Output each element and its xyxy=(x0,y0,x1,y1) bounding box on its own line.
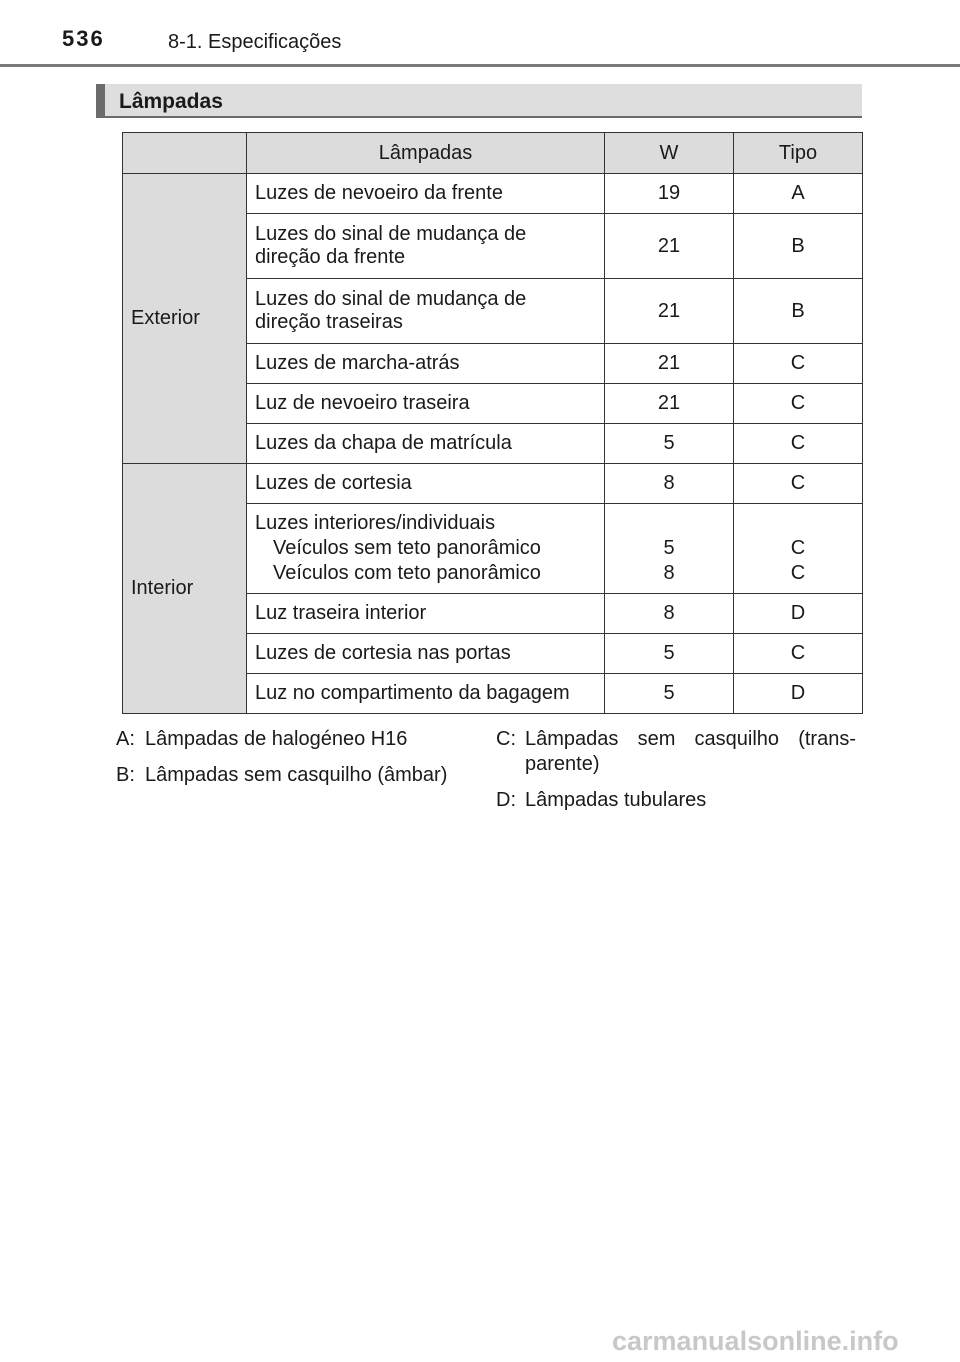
group-label-interior: Interior xyxy=(123,464,247,714)
watermark: carmanualsonline.info xyxy=(612,1326,899,1356)
bulbs-table xyxy=(122,132,863,714)
note-key: B: xyxy=(116,764,135,786)
bulb-type: B xyxy=(734,279,863,344)
bulb-watt: 21 xyxy=(605,279,734,344)
note-text: Lâmpadas tubulares xyxy=(525,789,707,811)
bulb-type: C xyxy=(734,464,863,504)
table-header-cell: Tipo xyxy=(734,133,863,174)
bulb-watt: 5 xyxy=(605,424,734,464)
header-divider xyxy=(0,64,960,67)
note-text: Lâmpadas sem casquilho (âmbar) xyxy=(145,764,448,786)
bulb-type: C xyxy=(734,424,863,464)
bulb-name: Luzes do sinal de mudança de direção traseiras xyxy=(247,279,605,344)
table-row xyxy=(123,464,863,504)
note-key: C: xyxy=(496,728,516,750)
bulb-name: Luzes de cortesia xyxy=(247,464,605,504)
bulb-watt: 5 xyxy=(605,634,734,674)
bulb-watt: 21 xyxy=(605,384,734,424)
bulb-type: C xyxy=(734,344,863,384)
bulb-watt: 19 xyxy=(605,174,734,214)
note-text: Lâmpadas de halogéneo H16 xyxy=(145,728,408,750)
bulb-watt: 8 xyxy=(605,464,734,504)
bulb-type: C xyxy=(734,384,863,424)
notes-left xyxy=(116,727,472,799)
bulb-name-multi xyxy=(247,504,605,594)
bulb-name: Luzes interiores/individuais xyxy=(255,512,496,534)
bulb-type: C xyxy=(790,537,806,559)
group-label-exterior: Exterior xyxy=(123,174,247,464)
bulb-subvariant: Veículos sem teto panorâmico xyxy=(273,537,541,559)
note-key: A: xyxy=(116,728,135,750)
note-item xyxy=(116,763,472,788)
note-item xyxy=(116,727,472,752)
bulb-type: A xyxy=(734,174,863,214)
bulb-watt: 8 xyxy=(663,562,675,584)
page-number: 536 xyxy=(62,26,105,51)
note-item xyxy=(496,788,856,813)
bulb-watt: 5 xyxy=(663,537,675,559)
bulb-type: D xyxy=(734,674,863,714)
bulb-name: Luzes de nevoeiro da frente xyxy=(247,174,605,214)
table-row xyxy=(123,174,863,214)
note-text: Lâmpadas sem casquilho (trans-parente) xyxy=(525,728,856,775)
table-header-cell: W xyxy=(605,133,734,174)
note-key: D: xyxy=(496,789,516,811)
bulb-name: Luzes de cortesia nas portas xyxy=(247,634,605,674)
bulb-watt: 5 xyxy=(605,674,734,714)
bulb-name: Luz traseira interior xyxy=(247,594,605,634)
bulb-name: Luz de nevoeiro traseira xyxy=(247,384,605,424)
notes-right xyxy=(496,727,856,824)
bulb-watt-multi xyxy=(605,504,734,594)
bulb-watt: 21 xyxy=(605,214,734,279)
bulb-type: C xyxy=(790,562,806,584)
bulb-type: B xyxy=(734,214,863,279)
bulb-watt: 21 xyxy=(605,344,734,384)
bulb-name: Luz no compartimento da bagagem xyxy=(247,674,605,714)
table-header-cell: Lâmpadas xyxy=(247,133,605,174)
bulb-watt: 8 xyxy=(605,594,734,634)
table-header-row xyxy=(123,133,863,174)
bulb-subvariant: Veículos com teto panorâmico xyxy=(273,562,541,584)
bulb-type: D xyxy=(734,594,863,634)
section-heading-bar xyxy=(96,84,862,118)
bulb-name: Luzes do sinal de mudança de direção da frente xyxy=(247,214,605,279)
bulb-name: Luzes da chapa de matrícula xyxy=(247,424,605,464)
bulb-type: C xyxy=(734,634,863,674)
bulb-name: Luzes de marcha-atrás xyxy=(247,344,605,384)
table-header-cell xyxy=(123,133,247,174)
section-title: Lâmpadas xyxy=(119,90,223,113)
note-item xyxy=(496,727,856,777)
chapter-title: 8-1. Especificações xyxy=(168,31,342,53)
bulb-type-multi xyxy=(734,504,863,594)
